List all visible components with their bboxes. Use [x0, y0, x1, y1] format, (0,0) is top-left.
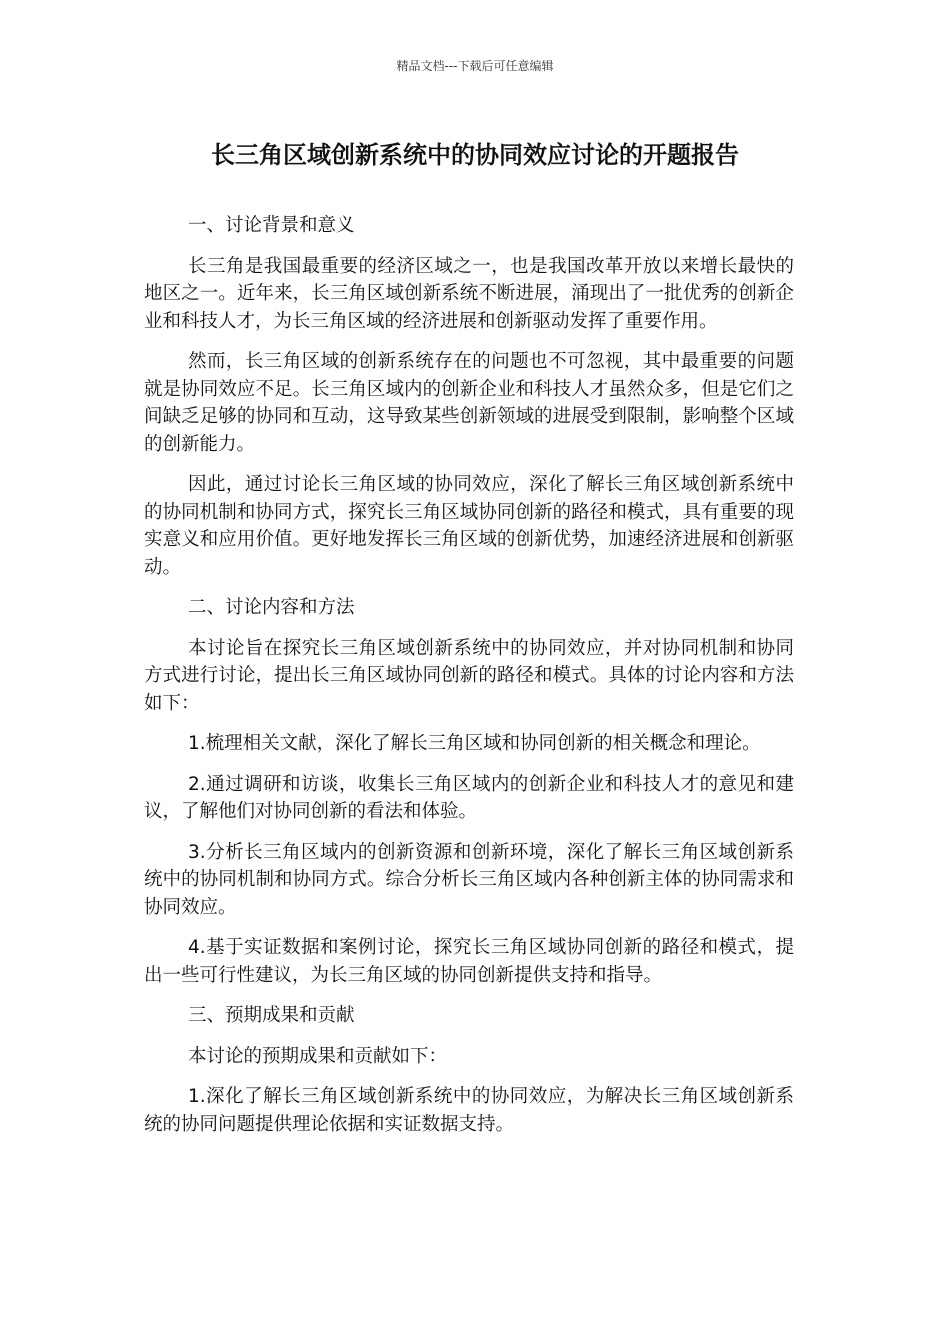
list-item-1: 1.深化了解长三角区域创新系统中的协同效应，为解决长三角区域创新系统的协同问题提供理论依据和实证数据支持。 — [144, 1086, 794, 1135]
list-item-4: 4.基于实证数据和案例讨论，探究长三角区域协同创新的路径和模式，提出一些可行性建议，为长三角区域的协同创新提供支持和指导。 — [144, 937, 794, 986]
section-heading-content-methods: 二、讨论内容和方法 — [188, 597, 355, 618]
document-title: 长三角区域创新系统中的协同效应讨论的开题报告 — [211, 141, 739, 169]
list-item-3: 3.分析长三角区域内的创新资源和创新环境，深化了解长三角区域创新系统中的协同机制和协同方式。综合分析长三角区域内各种创新主体的协同需求和协同效应。 — [144, 841, 794, 918]
section-heading-expected-results: 三、预期成果和贡献 — [188, 1005, 355, 1026]
list-item-1: 1.梳理相关文献，深化了解长三角区域和协同创新的相关概念和理论。 — [188, 733, 761, 754]
section-heading-background: 一、讨论背景和意义 — [188, 215, 355, 236]
document-body — [144, 212, 794, 1151]
paragraph: 本讨论的预期成果和贡献如下： — [188, 1045, 448, 1067]
header-note: 精品文档---下载后可任意编辑 — [396, 59, 554, 73]
paragraph: 因此，通过讨论长三角区域的协同效应，深化了解长三角区域创新系统中的协同机制和协同方式，探究长三角区域协同创新的路径和模式，具有重要的现实意义和应用价值。更好地发挥长三角区域的创新优势，加速经济进展和创新驱动。 — [144, 474, 794, 578]
paragraph: 然而，长三角区域的创新系统存在的问题也不可忽视，其中最重要的问题就是协同效应不足。长三角区域内的创新企业和科技人才虽然众多，但是它们之间缺乏足够的协同和互动，这导致某些创新领域的进展受到限制，影响整个区域的创新能力。 — [144, 351, 794, 455]
paragraph: 长三角是我国最重要的经济区域之一，也是我国改革开放以来增长最快的地区之一。近年来，长三角区域创新系统不断进展，涌现出了一批优秀的创新企业和科技人才，为长三角区域的经济进展和创新驱动发挥了重要作用。 — [144, 255, 794, 332]
list-item-2: 2.通过调研和访谈，收集长三角区域内的创新企业和科技人才的意见和建议，了解他们对协同创新的看法和体验。 — [144, 773, 794, 822]
paragraph: 本讨论旨在探究长三角区域创新系统中的协同效应，并对协同机制和协同方式进行讨论，提出长三角区域协同创新的路径和模式。具体的讨论内容和方法如下： — [144, 637, 794, 714]
